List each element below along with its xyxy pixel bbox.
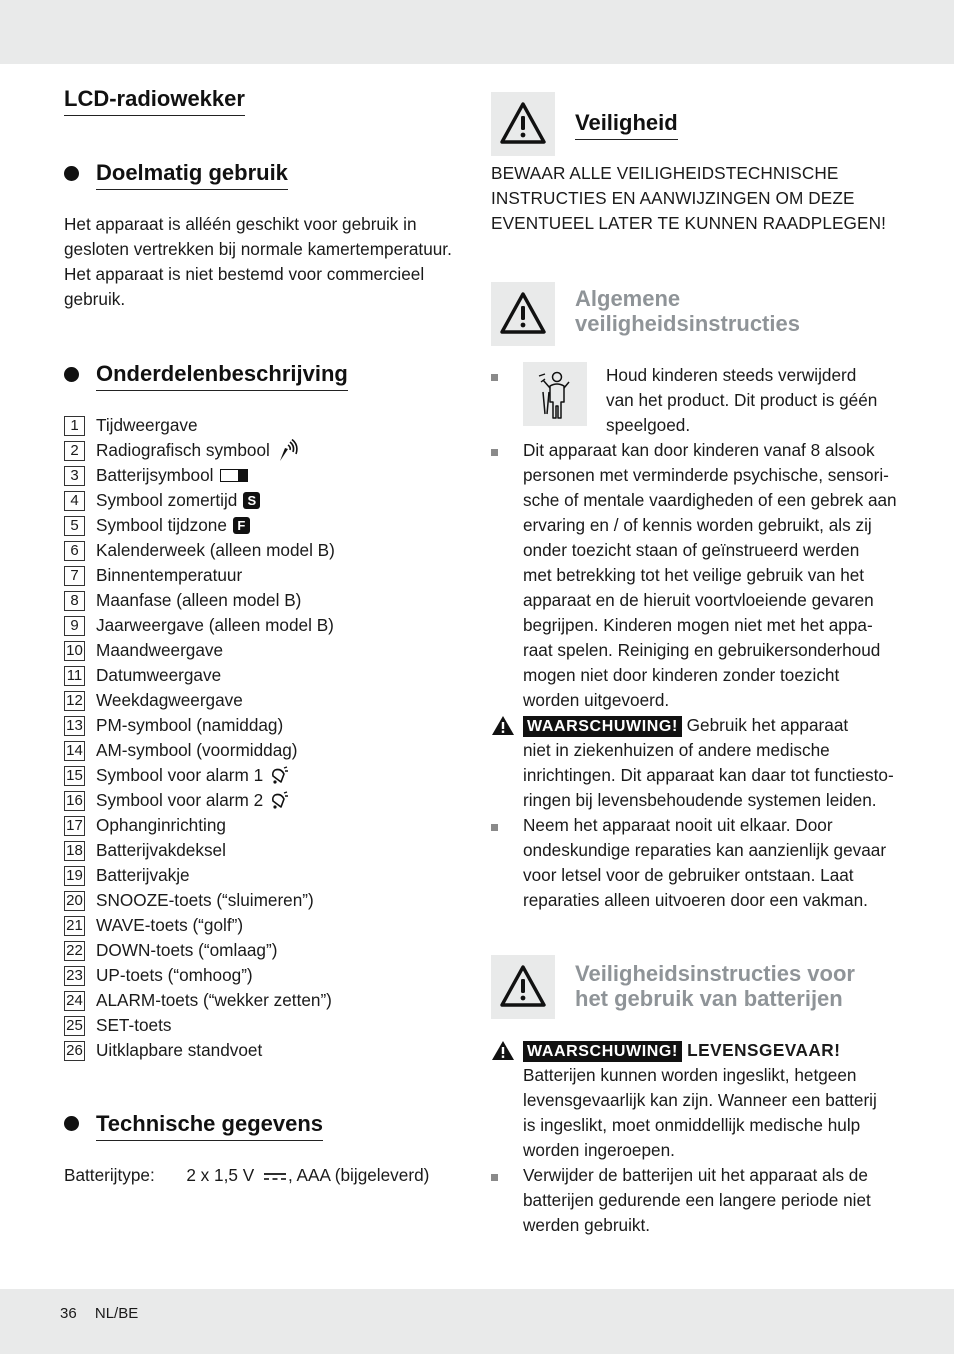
text-line: INSTRUCTIES EN AANWIJZINGEN OM DEZE <box>491 188 855 208</box>
list-item <box>64 813 454 838</box>
warning-icon-box <box>491 282 555 346</box>
list-bullet <box>491 1174 498 1181</box>
list-bullet <box>491 374 498 381</box>
part-label: Radiografisch symbool <box>96 440 270 460</box>
part-number: 6 <box>64 541 85 561</box>
text-line: onder toezicht staan of geïnstrueerd werden <box>523 540 860 560</box>
heading-onderdelen: Onderdelenbeschrijving <box>96 361 348 391</box>
part-label: Maanfase (alleen model B) <box>96 590 302 610</box>
list-item <box>64 763 454 788</box>
part-number: 19 <box>64 866 85 886</box>
text-line: gesloten vertrekken bij normale kamertemperatuur. <box>64 239 452 259</box>
heading-bullet <box>64 1116 79 1131</box>
heading-algemeen <box>575 286 800 336</box>
children-warning-icon <box>523 362 587 426</box>
text-line: worden uitgevoerd. <box>523 690 670 710</box>
warning-triangle-icon <box>500 964 546 1008</box>
part-label: Datumweergave <box>96 665 222 685</box>
part-label: Binnentemperatuur <box>96 565 243 585</box>
heading-technisch: Technische gegevens <box>96 1111 323 1141</box>
list-item <box>64 613 454 638</box>
text-line: inrichtingen. Dit apparaat kan daar tot functiesto- <box>523 765 894 785</box>
heading-bullet <box>64 367 79 382</box>
footer <box>60 1305 152 1322</box>
list-item <box>64 488 454 513</box>
list-item <box>64 863 454 888</box>
part-number: 26 <box>64 1041 85 1061</box>
part-number: 1 <box>64 416 85 436</box>
part-number: 16 <box>64 791 85 811</box>
text-line: raat spelen. Reiniging en gebruikersonderhoud <box>523 640 881 660</box>
heading-batterijen <box>575 961 855 1011</box>
text-line: ondeskundige reparaties kan aanzienlijk gevaar <box>523 840 887 860</box>
time-zone-icon: F <box>233 517 250 534</box>
warning-label: WAARSCHUWING! <box>523 1041 682 1062</box>
text-line: sche of mentale vaardigheden of een gebrek aan <box>523 490 897 510</box>
part-label: SET-toets <box>96 1015 172 1035</box>
warning-block <box>523 713 894 813</box>
doelmatig-text <box>64 212 452 312</box>
part-label: UP-toets (“omhoog”) <box>96 965 253 985</box>
warning-label: WAARSCHUWING! <box>523 716 682 737</box>
list-item <box>64 563 454 588</box>
list-item <box>64 713 454 738</box>
part-number: 3 <box>64 466 85 486</box>
text-line: apparaat en de hieruit voortvloeiende gevaren <box>523 590 874 610</box>
part-label: PM-symbool (namiddag) <box>96 715 284 735</box>
part-number: 14 <box>64 741 85 761</box>
heading-line: Veiligheidsinstructies voor <box>575 961 855 986</box>
part-number: 21 <box>64 916 85 936</box>
list-item <box>606 363 877 438</box>
text-line: ervaring en / of kennis worden gebruikt, als zij <box>523 515 872 535</box>
child-icon <box>523 362 587 426</box>
part-label: Batterijsymbool <box>96 465 214 485</box>
list-item <box>523 438 897 713</box>
list-item <box>64 963 454 988</box>
list-item <box>64 638 454 663</box>
text-line: levensgevaarlijk kan zijn. Wanneer een batterij <box>523 1090 877 1110</box>
part-label: AM-symbool (voormiddag) <box>96 740 298 760</box>
text-line: speelgoed. <box>606 415 691 435</box>
part-label: Maandweergave <box>96 640 224 660</box>
text-line: werden gebruikt. <box>523 1215 651 1235</box>
text-line: Gebruik het apparaat <box>681 715 849 735</box>
text-line: met betrekking tot het veilige gebruik van het <box>523 565 865 585</box>
text-line: is ingeslikt, moet onmiddellijk medische hulp <box>523 1115 861 1135</box>
part-number: 7 <box>64 566 85 586</box>
part-number: 22 <box>64 941 85 961</box>
heading-line: Algemene <box>575 286 681 311</box>
text-line: ringen bij levensbehoudende systemen leiden. <box>523 790 877 810</box>
parts-list <box>64 413 454 1063</box>
heading-veiligheid: Veiligheid <box>575 110 678 140</box>
part-label: Weekdagweergave <box>96 690 243 710</box>
page-title: LCD-radiowekker <box>64 86 245 116</box>
tech-spec-value: 2 x 1,5 V <box>186 1165 255 1185</box>
heading-bullet <box>64 166 79 181</box>
tech-spec-label: Batterijtype: <box>64 1165 155 1185</box>
list-item <box>64 413 454 438</box>
text-line: Houd kinderen steeds verwijderd <box>606 365 857 385</box>
veiligheid-notice <box>491 161 886 236</box>
list-item <box>64 788 454 813</box>
warning-icon-box <box>491 92 555 156</box>
radio-signal-icon <box>276 439 298 463</box>
bell-icon <box>269 791 289 811</box>
text-line: van het product. Dit product is géén <box>606 390 878 410</box>
list-item <box>64 1038 454 1063</box>
text-line: niet in ziekenhuizen of andere medische <box>523 740 830 760</box>
battery-icon <box>220 469 248 482</box>
list-bullet <box>491 449 498 456</box>
list-item <box>64 463 454 488</box>
warning-triangle-icon <box>500 101 546 145</box>
text-line: gebruik. <box>64 289 126 309</box>
text-line: begrijpen. Kinderen mogen niet met het appa- <box>523 615 873 635</box>
warning-block <box>523 1038 877 1163</box>
warning-triangle-icon <box>500 291 546 335</box>
warning-icon-box <box>491 955 555 1019</box>
text-line: mogen niet door kinderen zonder toezicht <box>523 665 840 685</box>
text-line: Dit apparaat kan door kinderen vanaf 8 alsook <box>523 440 875 460</box>
list-item <box>64 513 454 538</box>
text-line: batterijen gedurende een langere periode niet <box>523 1190 871 1210</box>
list-item <box>523 813 886 913</box>
text-line: Batterijen kunnen worden ingeslikt, hetgeen <box>523 1065 857 1085</box>
part-number: 20 <box>64 891 85 911</box>
part-number: 9 <box>64 616 85 636</box>
text-line: Het apparaat is niet bestemd voor commercieel <box>64 264 425 284</box>
text-line: voor letsel voor de gebruiker ontstaan. Laat <box>523 865 854 885</box>
part-label: Symbool tijdzone <box>96 515 227 535</box>
part-label: Symbool zomertijd <box>96 490 238 510</box>
part-label: Ophanginrichting <box>96 815 226 835</box>
warning-small-icon <box>491 1040 515 1061</box>
list-item <box>64 988 454 1013</box>
part-label: Symbool voor alarm 1 <box>96 765 264 785</box>
list-item <box>64 663 454 688</box>
part-number: 18 <box>64 841 85 861</box>
bell-icon <box>269 766 289 786</box>
list-item <box>64 738 454 763</box>
part-number: 12 <box>64 691 85 711</box>
page-number: 36 <box>60 1305 77 1322</box>
list-item <box>64 888 454 913</box>
part-label: Uitklapbare standvoet <box>96 1040 263 1060</box>
tech-spec-value-suffix: , AAA (bijgeleverd) <box>287 1165 430 1185</box>
part-label: Batterijvakje <box>96 865 190 885</box>
heading-line: veiligheidsinstructies <box>575 311 800 336</box>
tech-spec-row <box>64 1163 429 1188</box>
list-item <box>64 913 454 938</box>
part-label: DOWN-toets (“omlaag”) <box>96 940 278 960</box>
part-label: Batterijvakdeksel <box>96 840 226 860</box>
part-number: 15 <box>64 766 85 786</box>
list-bullet <box>491 824 498 831</box>
list-item <box>523 1163 871 1238</box>
part-label: SNOOZE-toets (“sluimeren”) <box>96 890 314 910</box>
warning-title: LEVENSGEVAAR! <box>681 1040 841 1060</box>
part-label: Tijdweergave <box>96 415 198 435</box>
part-label: Jaarweergave (alleen model B) <box>96 615 334 635</box>
text-line: BEWAAR ALLE VEILIGHEIDSTECHNISCHE <box>491 163 839 183</box>
part-number: 25 <box>64 1016 85 1036</box>
heading-line: het gebruik van batterijen <box>575 986 843 1011</box>
text-line: Neem het apparaat nooit uit elkaar. Door <box>523 815 833 835</box>
part-number: 23 <box>64 966 85 986</box>
list-item <box>64 838 454 863</box>
dc-current-icon <box>263 1171 287 1181</box>
part-label: Symbool voor alarm 2 <box>96 790 264 810</box>
top-band <box>0 0 954 64</box>
warning-small-icon <box>491 715 515 736</box>
part-number: 4 <box>64 491 85 511</box>
text-line: reparaties alleen uitvoeren door een vakman. <box>523 890 868 910</box>
part-number: 24 <box>64 991 85 1011</box>
part-number: 11 <box>64 666 85 686</box>
text-line: personen met verminderde psychische, sensori- <box>523 465 889 485</box>
part-number: 8 <box>64 591 85 611</box>
text-line: worden ingeroepen. <box>523 1140 675 1160</box>
part-label: Kalenderweek (alleen model B) <box>96 540 335 560</box>
list-item <box>64 1013 454 1038</box>
summer-time-icon: S <box>243 492 260 509</box>
heading-doelmatig: Doelmatig gebruik <box>96 160 288 190</box>
text-line: Verwijder de batterijen uit het apparaat als de <box>523 1165 868 1185</box>
list-item <box>64 538 454 563</box>
text-line: Het apparaat is alléén geschikt voor gebruik in <box>64 214 417 234</box>
part-number: 5 <box>64 516 85 536</box>
part-label: WAVE-toets (“golf”) <box>96 915 244 935</box>
list-item <box>64 588 454 613</box>
list-item <box>64 688 454 713</box>
list-item <box>64 438 454 463</box>
part-number: 2 <box>64 441 85 461</box>
language-code: NL/BE <box>94 1305 139 1322</box>
part-label: ALARM-toets (“wekker zetten”) <box>96 990 332 1010</box>
part-number: 13 <box>64 716 85 736</box>
text-line: EVENTUEEL LATER TE KUNNEN RAADPLEGEN! <box>491 213 886 233</box>
list-item <box>64 938 454 963</box>
part-number: 10 <box>64 641 85 661</box>
part-number: 17 <box>64 816 85 836</box>
